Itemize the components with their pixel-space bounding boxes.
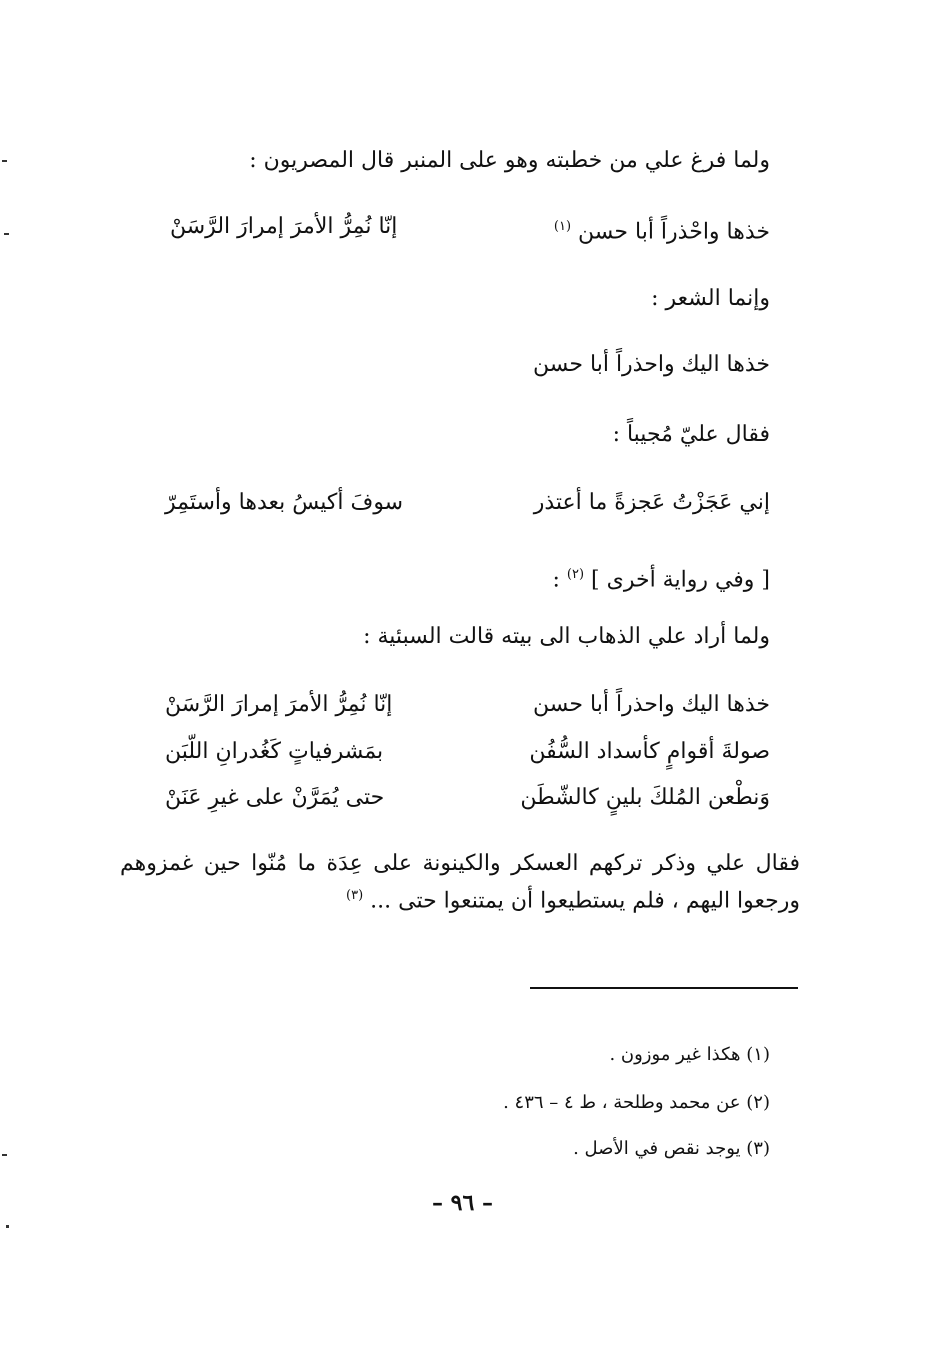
poetry-intro-line: وإنما الشعر : (651, 286, 770, 311)
verse1-right-text: خذها واحْذراً أبا حسن (578, 219, 770, 245)
poem-line-3-left: حتى يُمَرَّنْ على غيرِ عَنَنْ (165, 785, 385, 810)
footnote-ref-3: (٣) (346, 888, 364, 903)
footnote-2: (٢) عن محمد وطلحة ، ط ٤ – ٤٣٦ . (503, 1092, 770, 1113)
page-number: – ٩٦ – (432, 1190, 493, 1216)
verse1-left-hemistich: إنّا نُمِرُّ الأمرَ إمرارَ الرَّسَنْ (170, 214, 398, 239)
closing-paragraph-text: فقال علي وذكر تركهم العسكر والكينونة على عِدَة ما مُنّوا حين غمزوهم ورجعوا اليهم ، فلم يستطيعوا أن يمتنعوا حتى ... (120, 851, 800, 914)
footnote-ref-2: (٢) (566, 567, 585, 582)
poetry-variant-line: خذها اليك واحذراً أبا حسن (533, 352, 770, 377)
other-narration-colon: : (552, 567, 560, 593)
sabaiyya-intro-line: ولما أراد علي الذهاب الى بيته قالت السبئية : (363, 624, 770, 649)
scan-speck (6, 1225, 9, 1228)
footnote-1: (١) هكذا غير موزون . (609, 1044, 770, 1065)
poem-line-1-left: إنّا نُمِرُّ الأمرَ إمرارَ الرَّسَنْ (165, 692, 393, 717)
scan-speck (4, 233, 9, 235)
other-narration-line (552, 560, 770, 595)
ali-reply-line: فقال عليّ مُجيباً : (612, 422, 770, 447)
verse2-right-hemistich: إني عَجَزْتُ عَجزةً ما أعتذر (533, 490, 770, 515)
other-narration-text: [ وفي رواية أخرى ] (591, 567, 770, 593)
poem-line-2-right: صولةَ أقوامٍ كأسداد السُّفُن (529, 739, 770, 764)
footnote-ref-1: (١) (553, 219, 572, 234)
scan-speck (2, 160, 7, 162)
poem-line-3-right: وَنطْعن المُلكَ بلينٍ كالشّطَن (520, 785, 770, 810)
footnote-3: (٣) يوجد نقص في الأصل . (573, 1138, 770, 1159)
verse2-left-hemistich: سوفَ أكيسُ بعدها وأستَمِرّ (165, 490, 404, 515)
poem-line-2-left: بمَشرفياتٍ كَغُدرانِ اللّبَن (165, 739, 384, 764)
scan-speck (2, 1154, 7, 1156)
footnote-separator (530, 987, 798, 989)
poem-line-1-right: خذها اليك واحذراً أبا حسن (533, 692, 770, 717)
intro-line: ولما فرغ علي من خطبته وهو على المنبر قال المصريون : (249, 148, 770, 173)
verse1-right-hemistich (554, 212, 770, 247)
closing-paragraph (120, 848, 800, 917)
